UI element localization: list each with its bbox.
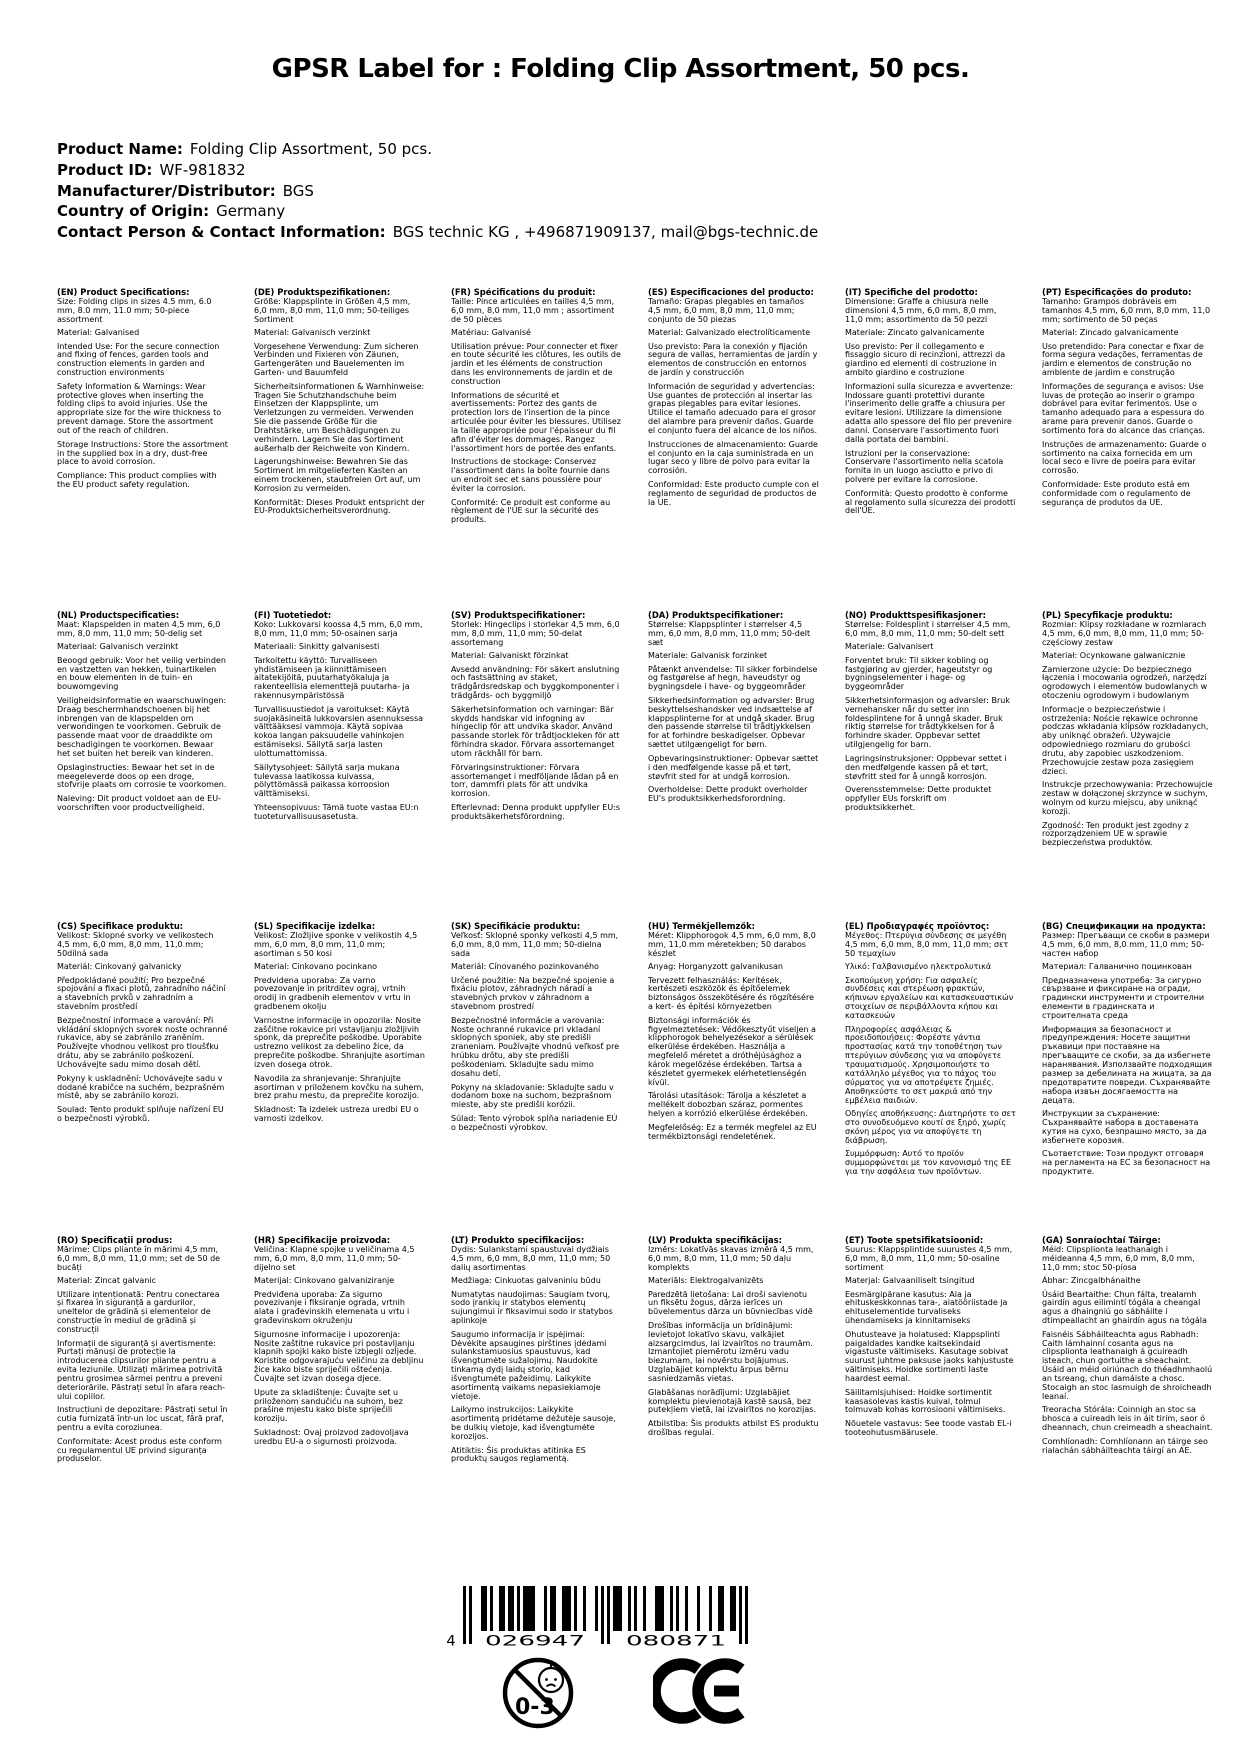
- section-title: (SL) Specifikacije izdelka:: [254, 922, 376, 931]
- section-paragraph: Informacje o bezpieczeństwie i ostrzeżenia: Noście rękawice ochronne podczas wkładania klipsów rozkładanych, aby uniknąć obrażeń. Używajcie odpowiedniego rozmiaru do grubości drutu, aby zapobiec uszkodzeniom. Przechowujcie zestaw poza zasięgiem dzieci.: [1042, 704, 1209, 776]
- section-paragraph: Materiale: Galvanisert: [845, 642, 934, 652]
- section-paragraph: Tervezett felhasználás: Kerítések, kertészeti eszközök és építőelemek biztonságos összekötésére és rögzítésére a kert- és építési környezetben: [648, 975, 814, 1012]
- product-name-label: Product Name:: [57, 140, 183, 158]
- language-section-cs: [57, 922, 254, 1236]
- section-paragraph: Navodila za shranjevanje: Shranjujte asortiman v priloženem kovčku na suhem, brez prahu mestu, da preprečite korozijo.: [254, 1073, 424, 1101]
- section-paragraph: Materiał: Ocynkowane galwanicznie: [1042, 651, 1186, 661]
- section-paragraph: Comhlíonadh: Comhlíonann an táirge seo rialachán sábháilteachta táirgí an AE.: [1042, 1436, 1208, 1455]
- section-paragraph: Upute za skladištenje: Čuvajte set u priloženom sandučiću na suhom, bez prašine mjestu kako biste spriječili koroziju.: [254, 1387, 403, 1424]
- contact-value: BGS technic KG , +496871909137, mail@bgs-technic.de: [392, 223, 819, 242]
- section-title: (SV) Produktspecifikationer:: [451, 611, 586, 620]
- product-name-value: Folding Clip Assortment, 50 pcs.: [189, 140, 432, 158]
- section-paragraph: Předpokládané použití: Pro bezpečné spojování a fixaci plotů, zahradního náčiní a stavebních prvků v zahradním a stavebním prostředí: [57, 975, 226, 1012]
- section-paragraph: Laikymo instrukcijos: Laikykite asortimentą pridėtame dėžutėje sausoje, be dulkių vietoje, kad išvengtumėte korozijos.: [451, 1405, 616, 1442]
- barcode-right-group: 080871: [626, 1633, 726, 1648]
- section-paragraph: Størrelse: Foldesplint i størrelser 4,5 mm, 6,0 mm, 8,0 mm, 11,0 mm; 50-delt sett: [845, 619, 1011, 638]
- section-paragraph: Suurus: Klappsplintide suurustes 4,5 mm, 6,0 mm, 8,0 mm, 11,0 mm; 50-osaline sortiment: [845, 1244, 1013, 1272]
- language-section-sv: [451, 611, 648, 922]
- product-info: [57, 139, 818, 243]
- section-paragraph: Materiál: Cínovaného pozinkovaného: [451, 962, 599, 972]
- section-paragraph: Μέγεθος: Πτερύγια σύνδεσης σε μεγέθη 4,5 mm, 6,0 mm, 8,0 mm, 11,0 mm; σετ 50 τεμαχίων: [845, 930, 1009, 958]
- section-paragraph: Istruzioni per la conservazione: Conservare l'assortimento nella scatola fornita in un luogo asciutto e privo di polvere per evitare la corrosione.: [845, 448, 1004, 485]
- section-paragraph: Materiāls: Elektrogalvanizēts: [648, 1276, 764, 1286]
- section-title: (FR) Spécifications du produit:: [451, 288, 596, 297]
- section-paragraph: Materjal: Galvaaniliselt tsingitud: [845, 1276, 975, 1286]
- age-warning-0-3-icon: [500, 1655, 576, 1731]
- section-paragraph: Opbevaringsinstruktioner: Opbevar sættet i den medfølgende kasse på et tørt, støvfrit sted for at undgå korrosion.: [648, 753, 819, 781]
- section-paragraph: Material: Galvanisch verzinkt: [254, 328, 371, 338]
- section-title: (BG) Спецификации на продукта:: [1042, 922, 1206, 931]
- section-paragraph: Dimensione: Graffe a chiusura nelle dimensioni 4,5 mm, 6,0 mm, 8,0 mm, 11,0 mm; assortimento da 50 pezzi: [845, 296, 997, 324]
- section-paragraph: Tarkoitettu käyttö: Turvalliseen yhdistämiseen ja kiinnittämiseen aitatekijöitä, puutarhatyökaluja ja rakenteellisia elementtejä puutarha- ja rakennusympäristössä: [254, 655, 410, 701]
- baby-face-icon: [539, 1668, 563, 1692]
- section-title: (EL) Προδιαγραφές προϊόντος:: [845, 922, 990, 931]
- section-paragraph: Material: Cinkovano pocinkano: [254, 962, 378, 972]
- sections-grid: [57, 288, 1239, 1469]
- barcode-block: [443, 1586, 749, 1652]
- section-title: (ET) Toote spetsifikatsioonid:: [845, 1236, 984, 1245]
- section-paragraph: Velikost: Sklopné svorky ve velikostech 4,5 mm, 6,0 mm, 8,0 mm, 11,0 mm; 50dílná sada: [57, 930, 214, 958]
- section-paragraph: Sukladnost: Ovaj proizvod zadovoljava uredbu EU-a o sigurnosti proizvoda.: [254, 1427, 409, 1446]
- section-paragraph: Glabāšanas norādījumi: Uzglabājiet komplektu pievienotajā kastē sausā, bez putekļiem vietā, lai izvairītos no korozijas.: [648, 1387, 816, 1415]
- section-title: (RO) Specificații produs:: [57, 1236, 173, 1245]
- product-id-label: Product ID:: [57, 160, 153, 179]
- section-paragraph: Uso previsto: Para la conexión y fijación segura de vallas, herramientas de jardín y elementos de construcción en entornos de jardín y construcción: [648, 341, 818, 378]
- language-section-fr: [451, 288, 648, 611]
- section-paragraph: Bezpečnostné informácie a varovania: Noste ochranné rukavice pri vkladaní sklopných sponiek, aby ste predišli zraneniam. Používajte vhodnú veľkosť pre hrúbku drôtu, aby ste predišli poškodeniam. Skladujte sadu mimo dosahu detí.: [451, 1015, 620, 1079]
- section-paragraph: Tárolási utasítások: Tárolja a készletet a mellékelt dobozban száraz, pormentes helyen a korrózió elkerülése érdekében.: [648, 1091, 808, 1119]
- section-paragraph: Materiaal: Galvanisch verzinkt: [57, 642, 179, 652]
- section-paragraph: Material: Galvaniskt förzinkat: [451, 651, 569, 661]
- contact-label: Contact Person & Contact Information:: [57, 223, 386, 242]
- barcode-leading-digit: 4: [446, 1633, 456, 1648]
- section-paragraph: Medžiaga: Cinkuotas galvaniniu būdu: [451, 1276, 601, 1286]
- section-paragraph: Conformidad: Este producto cumple con el reglamento de seguridad de productos de la UE.: [648, 479, 819, 507]
- section-paragraph: Nõuetele vastavus: See toode vastab EL-i tooteohutusmäärusele.: [845, 1418, 1012, 1437]
- section-paragraph: Turvallisuustiedot ja varoitukset: Käytä suojakäsineitä lukkovarsien asennuksessa välttääksesi vammoja. Käytä sopivaa kokoa langan paksuudelle vahinkojen estämiseksi. Säilytä sarja lasten ulottumattomissa.: [254, 704, 424, 759]
- section-paragraph: Numatytas naudojimas: Saugiam tvorų, sodo įrankių ir statybos elementų sujungimui ir fiksavimui sodo ir statybos aplinkoje: [451, 1289, 613, 1326]
- section-paragraph: Mărime: Clips pliante în mărimi 4,5 mm, 6,0 mm, 8,0 mm, 11,0 mm; set de 50 de bucăți: [57, 1244, 221, 1272]
- country-of-origin-label: Country of Origin:: [57, 202, 210, 221]
- language-section-de: [254, 288, 451, 611]
- section-paragraph: Förvaringsinstruktioner: Förvara assortemanget i medföljande lådan på en torr, dammfri plats för att undvika korrosion.: [451, 762, 619, 799]
- section-paragraph: Material: Zincado galvanicamente: [1042, 328, 1179, 338]
- section-paragraph: Paredzētā lietošana: Lai droši savienotu un fiksētu žogus, dārza ierīces un būvelementus dārza un būvniecības vidē: [648, 1289, 813, 1317]
- section-title: (IT) Specifiche del prodotto:: [845, 288, 978, 297]
- section-paragraph: Storlek: Hingeclips i storlekar 4,5 mm, 6,0 mm, 8,0 mm, 11,0 mm; 50-delat assortemang: [451, 619, 620, 647]
- language-section-da: [648, 611, 845, 922]
- section-paragraph: Conformité: Ce produit est conforme au règlement de l'UE sur la sécurité des produits.: [451, 497, 611, 525]
- section-paragraph: Faisnéis Sábháilteachta agus Rabhadh: Caith lámhainní cosanta agus na clipsplionta leathanaigh á gcuireadh isteach, chun gortuithe a sheachaint. Úsáid an méid oiriúnach do théadhmhaolú an tsreang, chun damáiste a chosc. Stocaigh an stoc lasmuigh de shroicheadh leanaí.: [1042, 1329, 1213, 1401]
- section-paragraph: Varnostne informacije in opozorila: Nosite zaščitne rokavice pri vstavljanju zložljivih sponk, da preprečite poškodbe. Uporabite ustrezno velikost za debelino žice, da preprečite poškodbe. Shranjujte asortiman izven dosega otrok.: [254, 1015, 425, 1070]
- language-section-pl: [1042, 611, 1239, 922]
- section-paragraph: Drošības informācija un brīdinājumi: Ievietojot lokatīvo skavu, valkājiet aizsargcimdus, lai izvairītos no traumām. Izmantojiet piemērotu izmēru vadu biezumam, lai novērstu bojājumus. Uzglabājiet komplektu ārpus bērnu sasniedzamās vietas.: [648, 1320, 813, 1384]
- page-title: GPSR Label for : Folding Clip Assortment, 50 pcs.: [271, 54, 970, 84]
- section-title: (SK) Špecifikácie produktu:: [451, 922, 581, 931]
- section-paragraph: Συμμόρφωση: Αυτό το προϊόν συμμορφώνεται με τον κανονισμό της ΕΕ για την ασφάλεια των προϊόντων.: [845, 1149, 1011, 1177]
- manufacturer-value: BGS: [282, 181, 314, 200]
- section-title: (LT) Produkto specifikacijos:: [451, 1236, 585, 1245]
- section-paragraph: Taille: Pince articulées en tailles 4,5 mm, 6,0 mm, 8,0 mm, 11,0 mm ; assortiment de 50 pièces: [451, 296, 615, 324]
- section-paragraph: Informations de sécurité et avertissements: Portez des gants de protection lors de l'insertion de la pince articulée pour éviter les blessures. Utilisez la taille appropriée pour l'épaisseur du fil afin d'éviter les dommages. Rangez l'assortiment hors de portée des enfants.: [451, 390, 621, 453]
- section-paragraph: Uso pretendido: Para conectar e fixar de forma segura vedações, ferramentas de jardim e elementos de construção no ambiente de jardim e construção: [1042, 341, 1204, 378]
- section-paragraph: Velikost: Zložljive sponke v velikostih 4,5 mm, 6,0 mm, 8,0 mm, 11,0 mm; asortiman s 50 kosi: [254, 930, 418, 958]
- section-paragraph: Opslaginstructies: Bewaar het set in de meegeleverde doos op een droge, stofvrije plaats om corrosie te voorkomen.: [57, 762, 227, 790]
- section-paragraph: Atitiktis: Šis produktas atitinka ES produktų saugos reglamentą.: [451, 1445, 586, 1464]
- section-paragraph: Informații de siguranță și avertismente: Purtați mănuși de protecție la introducerea clipsurilor pliante pentru a evita leziunile. Utilizați mărimea potrivită pentru grosimea sârmei pentru a preveni deteriorările. Păstrați setul în afara reach-ului copiilor.: [57, 1338, 226, 1401]
- section-paragraph: Predvidena uporaba: Za varno povezovanje in pritrditev ograj, vrtnih orodij in gradbenih elementov v vrtu in gradbenem okolju: [254, 975, 411, 1012]
- section-paragraph: Materiaali: Sinkitty galvanisesti: [254, 642, 380, 652]
- language-section-ro: [57, 1236, 254, 1469]
- section-paragraph: Ábhar: Zincgalbhánaithe: [1042, 1276, 1141, 1286]
- section-paragraph: Efterlevnad: Denna produkt uppfyller EU:s produktsäkerhetsförordning.: [451, 802, 621, 821]
- section-paragraph: Sigurnosne informacije i upozorenja: Nosite zaštitne rukavice pri postavljanju klapnih spojki kako biste izbjegli ozljede. Koristite odgovarajuću veličinu za debljinu žice kako biste spriječili oštećenja. Čuvajte set izvan dosega djece.: [254, 1329, 424, 1384]
- section-paragraph: Izmērs: Lokatīvās skavas izmērā 4,5 mm, 6,0 mm, 8,0 mm, 11,0 mm; 50 daļu komplekts: [648, 1244, 814, 1272]
- language-section-hu: [648, 922, 845, 1236]
- section-paragraph: Veľkosť: Sklopné sponky veľkosti 4,5 mm, 6,0 mm, 8,0 mm, 11,0 mm; 50-dielna sada: [451, 930, 619, 958]
- section-paragraph: Overensstemmelse: Dette produktet oppfyller EUs forskrift om produktsikkerhet.: [845, 784, 992, 812]
- manufacturer-row: [57, 181, 818, 202]
- section-paragraph: Utilisation prévue: Pour connecter et fixer en toute sécurité les clôtures, les outils de jardin et les éléments de construction dans les environnements de jardin et de construction: [451, 341, 621, 387]
- section-paragraph: Materiál: Cinkovaný galvanicky: [57, 962, 182, 972]
- language-section-sl: [254, 922, 451, 1236]
- section-title: (LV) Produkta specifikācijas:: [648, 1236, 782, 1245]
- section-paragraph: Sikkerhedsinformation og advarsler: Brug beskyttelseshandsker ved indsættelse af klappsplinterne for at undgå skader. Brug den passende størrelse til trådtjykkelsen for at forhindre beskadigelser. Opbevar sættet utilgængeligt for børn.: [648, 695, 815, 750]
- language-section-fi: [254, 611, 451, 922]
- section-title: (EN) Product Specifications:: [57, 288, 190, 297]
- section-paragraph: Size: Folding clips in sizes 4.5 mm, 6.0 mm, 8.0 mm, 11.0 mm; 50-piece assortment: [57, 296, 212, 324]
- section-title: (HR) Specifikacije proizvoda:: [254, 1236, 391, 1245]
- section-paragraph: Material: Galvanised: [57, 328, 140, 338]
- ean13-barcode: [443, 1586, 749, 1648]
- section-paragraph: Materijal: Cinkovano galvaniziranje: [254, 1276, 395, 1286]
- section-title: (PL) Specyfikacje produktu:: [1042, 611, 1173, 620]
- section-paragraph: Påtænkt anvendelse: Til sikker forbindelse og fastgørelse af hegn, haveudstyr og bygningsdele i have- og byggeområder: [648, 664, 818, 692]
- section-paragraph: Veličina: Klapne spojke u veličinama 4,5 mm, 6,0 mm, 8,0 mm, 11,0 mm; 50-dijelno set: [254, 1244, 415, 1272]
- section-title: (DA) Produktspecifikationer:: [648, 611, 784, 620]
- language-section-ga: [1042, 1236, 1239, 1469]
- language-section-lv: [648, 1236, 845, 1469]
- product-name-row: [57, 139, 818, 160]
- section-paragraph: Storage Instructions: Store the assortment in the supplied box in a dry, dust-free place to avoid corrosion.: [57, 439, 228, 467]
- section-paragraph: Materiale: Zincato galvanicamente: [845, 328, 985, 338]
- section-paragraph: Compliance: This product complies with the EU product safety regulation.: [57, 470, 217, 489]
- section-paragraph: Υλικό: Γαλβανισμένο ηλεκτρολυτικά: [845, 962, 992, 972]
- section-paragraph: Größe: Klappsplinte in Größen 4,5 mm, 6,0 mm, 8,0 mm, 11,0 mm; 50-teiliges Sortiment: [254, 296, 411, 324]
- section-paragraph: Conformitate: Acest produs este conform cu regulamentul UE privind siguranța produselor.: [57, 1436, 222, 1464]
- section-title: (DE) Produktspezifikationen:: [254, 288, 391, 297]
- section-title: (PT) Especificações do produto:: [1042, 288, 1192, 297]
- section-paragraph: Säkerhetsinformation och varningar: Bär skydds handskar vid infogning av hingeclip för att undvika skador. Använd passande storlek för trådtjockleken för att förhindra skador. Förvara assortemanget utom räckhåll för barn.: [451, 704, 620, 759]
- section-paragraph: Atbilstība: Šis produkts atbilst ES produktu drošības regulai.: [648, 1418, 819, 1437]
- section-paragraph: Οδηγίες αποθήκευσης: Διατηρήστε το σετ στο συνοδευόμενο κουτί σε ξηρό, χωρίς σκόνη μέρος για να αποφύγετε τη διάβρωση.: [845, 1109, 1016, 1145]
- section-paragraph: Dydis: Sulankstami spaustuvai dydžiais 4,5 mm, 6,0 mm, 8,0 mm, 11,0 mm; 50 dalių asortimentas: [451, 1244, 611, 1272]
- section-title: (HU) Termékjellemzők:: [648, 922, 756, 931]
- language-section-no: [845, 611, 1042, 922]
- section-paragraph: Информация за безопасност и предупреждения: Носете защитни ръкавици при поставяне на прегъващите се скоби, за да избегнете наранявания. Използвайте подходящия размер за дебелината на жицата, за да предотвратите повреди. Съхранявайте набора извън досягаемостта на децата.: [1042, 1024, 1212, 1105]
- section-paragraph: Σκοπούμενη χρήση: Για ασφαλείς συνδέσεις και στερέωση φρακτών, κήπινων εργαλείων και κατασκευαστικών στοιχείων σε περιβάλλοντα κήπου και κατασκευών: [845, 975, 1014, 1021]
- section-paragraph: Instrucciones de almacenamiento: Guarde el conjunto en la caja suministrada en un lugar seco y libre de polvo para evitar la corrosión.: [648, 439, 818, 476]
- section-paragraph: Intended Use: For the secure connection and fixing of fences, garden tools and construction elements in garden and construction environments: [57, 341, 220, 378]
- product-id-value: WF-981832: [159, 160, 246, 179]
- section-paragraph: Beoogd gebruik: Voor het veilig verbinden en vastzetten van hekken, tuinartikelen en bouw elementen in de tuin- en bouwomgeving: [57, 655, 226, 692]
- section-paragraph: Skladnost: Ta izdelek ustreza uredbi EU o varnosti izdelkov.: [254, 1104, 419, 1123]
- section-paragraph: Naleving: Dit product voldoet aan de EU-voorschriften voor productveiligheid.: [57, 793, 221, 812]
- section-paragraph: Предназначена употреба: За сигурно свързване и фиксиране на огради, градински инструменти и строителни елементи в градинската и строителната среда: [1042, 975, 1205, 1021]
- product-id-row: [57, 160, 818, 181]
- section-paragraph: Материал: Галванично поцинкован: [1042, 962, 1192, 972]
- language-section-pt: [1042, 288, 1239, 611]
- section-paragraph: Utilizare intenționată: Pentru conectarea și fixarea în siguranță a gardurilor, uneltelor de grădină și elementelor de construcție în mediul de grădină și construcții: [57, 1289, 220, 1335]
- section-paragraph: Conformità: Questo prodotto è conforme al regolamento sulla sicurezza dei prodotti dell'UE.: [845, 488, 1016, 516]
- language-section-et: [845, 1236, 1042, 1469]
- section-paragraph: Instrukcje przechowywania: Przechowujcie zestaw w dołączonej skrzynce w suchym, wolnym od kurzu miejscu, aby uniknąć korozji.: [1042, 780, 1213, 817]
- section-paragraph: Eesmärgipärane kasutus: Aia ja ehituskeskkonnas tara-, aiatööriistade ja ehituselementide turvaliseks ühendamiseks ja kinnitamiseks: [845, 1289, 1008, 1326]
- section-paragraph: Megfelelőség: Ez a termék megfelel az EU termékbiztonsági rendeletének.: [648, 1122, 817, 1141]
- ce-mark-icon: [653, 1656, 745, 1726]
- section-paragraph: Yhteensopivuus: Tämä tuote vastaa EU:n tuoteturvallisuusasetusta.: [254, 802, 419, 821]
- section-paragraph: Tamanho: Grampos dobráveis em tamanhos 4,5 mm, 6,0 mm, 8,0 mm, 11,0 mm; sortimento de 50 peças: [1042, 296, 1211, 324]
- section-paragraph: Instruções de armazenamento: Guarde o sortimento na caixa fornecida em um local seco e livre de poeira para evitar corrosão.: [1042, 439, 1207, 476]
- section-paragraph: Určené použitie: Na bezpečné spojenie a fixáciu plotov, záhradných náradí a stavebných prvkov v záhradnom a stavebnom prostredí: [451, 975, 615, 1012]
- language-section-el: [845, 922, 1042, 1236]
- section-title: (NO) Produkttspesifikasjoner:: [845, 611, 986, 620]
- section-paragraph: Maat: Klapspelden in maten 4,5 mm, 6,0 mm, 8,0 mm, 11,0 mm; 50-delig set: [57, 619, 221, 638]
- section-paragraph: Säilytysohjeet: Säilytä sarja mukana tulevassa laatikossa kuivassa, pölyttömässä paikassa korroosion välttämiseksi.: [254, 762, 400, 799]
- section-paragraph: Tamaño: Grapas plegables en tamaños 4,5 mm, 6,0 mm, 8,0 mm, 11,0 mm; conjunto de 50 piezas: [648, 296, 804, 324]
- section-paragraph: Biztonsági információk és figyelmeztetések: Védőkesztyűt viseljen a klipphorogok behelyezésekor a sérülések elkerülése érdekében. Használja a megfelelő méretet a dróthéjúsághoz a károk megelőzése érdekében. Tartsa a készletet gyermekek elérhetetlenségén kívül.: [648, 1015, 816, 1087]
- section-paragraph: Predviđena uporaba: Za sigurno povezivanje i fiksiranje ograda, vrtnih alata i građevinskih elemenata u vrtu i građevinskom okruženju: [254, 1289, 410, 1326]
- section-paragraph: Informações de segurança e avisos: Use luvas de proteção ao inserir o grampo dobrável para evitar ferimentos. Use o tamanho adequado para a espessura do arame para prevenir danos. Guarde o sortimento fora do alcance das crianças.: [1042, 381, 1205, 436]
- section-paragraph: Material: Zincat galvanic: [57, 1276, 157, 1286]
- section-paragraph: Safety Information & Warnings: Wear protective gloves when inserting the folding clips to avoid injuries. Use the appropriate size for the wire thickness to prevent damage. Store the assortment out of the reach of children.: [57, 381, 222, 436]
- section-paragraph: Matériau: Galvanisé: [451, 328, 531, 338]
- section-paragraph: Treoracha Stórála: Coinnigh an stoc sa bhosca a cuireadh leis in áit tirim, saor ó dheannach, chun creimeadh a sheachaint.: [1042, 1405, 1213, 1433]
- section-paragraph: Konformität: Dieses Produkt entspricht der EU-Produktsicherheitsverordnung.: [254, 497, 425, 516]
- section-title: (CS) Specifikace produktu:: [57, 922, 184, 931]
- barcode-left-group: 026947: [485, 1633, 585, 1648]
- section-title: (FI) Tuotetiedot:: [254, 611, 332, 620]
- section-paragraph: Uso previsto: Per il collegamento e fissaggio sicuro di recinzioni, attrezzi da giardino ed elementi di costruzione in ambito giardino e costruzione: [845, 341, 1006, 378]
- language-section-hr: [254, 1236, 451, 1469]
- section-paragraph: Säilitamisjuhised: Hoidke sortimentit kaasasolevas kastis kuival, tolmul tolmuvab kohas korrosiooni vältimiseks.: [845, 1387, 1006, 1415]
- country-of-origin-row: [57, 201, 818, 222]
- section-paragraph: Anyag: Horganyzott galvanikusan: [648, 962, 783, 972]
- section-paragraph: Zamierzone użycie: Do bezpiecznego łączenia i mocowania ogrodzeń, narzędzi ogrodowych i elementów budowlanych w otoczeniu ogrodowym i budowlanym: [1042, 664, 1208, 701]
- age-warning-label: 0-3: [515, 1695, 555, 1720]
- section-paragraph: Lagerungshinweise: Bewahren Sie das Sortiment im mitgelieferten Kasten an einem trockenen, staubfreien Ort auf, um Korrosion zu vermeiden.: [254, 457, 421, 494]
- manufacturer-label: Manufacturer/Distributor:: [57, 181, 276, 200]
- country-of-origin-value: Germany: [216, 202, 286, 221]
- section-paragraph: Conformidade: Este produto está em conformidade com o regulamento de segurança de produtos da UE.: [1042, 479, 1191, 507]
- section-paragraph: Ohutusteave ja hoiatused: Klappsplinti paigaldades kandke kaitsekindaid vigastuste vältimiseks. Kasutage sobivat suurust juhtme paksuse jaoks kahjustuste vältimiseks. Hoidke sortimenti laste haardest eemal.: [845, 1329, 1014, 1384]
- section-paragraph: Vorgesehene Verwendung: Zum sicheren Verbinden und Fixieren von Zäunen, Gartengeräten und Bauelementen im Garten- und Bauumfeld: [254, 341, 419, 378]
- section-title: (NL) Productspecificaties:: [57, 611, 180, 620]
- section-paragraph: Bezpečnostní informace a varování: Při vkládání sklopných svorek noste ochranné rukavice, aby se zabránilo zraněním. Používejte vhodnou velikost pro tloušťku drátu, aby se zabránilo poškození. Uchovávejte sadu mimo dosah dětí.: [57, 1015, 228, 1070]
- section-paragraph: Размер: Прегъващи се скоби в размери 4,5 mm, 6,0 mm, 8,0 mm, 11,0 mm; 50-частен набор: [1042, 930, 1210, 958]
- section-paragraph: Съответствие: Този продукт отговаря на регламента на ЕС за безопасност на продуктите.: [1042, 1149, 1211, 1177]
- section-paragraph: Sicherheitsinformationen & Warnhinweise: Tragen Sie Schutzhandschuhe beim Einsetzen der Klappsplinte, um Verletzungen zu vermeiden. Verwenden Sie die passende Größe für die Drahtstärke, um Beschädigungen zu verhindern. Lagern Sie das Sortiment außerhalb der Reichweite von Kindern.: [254, 381, 425, 453]
- section-paragraph: Pokyny na skladovanie: Skladujte sadu v dodanom boxe na suchom, bezprašnom mieste, aby ste predišli korózii.: [451, 1082, 614, 1110]
- language-section-lt: [451, 1236, 648, 1469]
- language-section-it: [845, 288, 1042, 611]
- section-paragraph: Instrucțiuni de depozitare: Păstrați setul în cutia furnizată într-un loc uscat, fără praf, pentru a evita coroziunea.: [57, 1405, 228, 1433]
- section-paragraph: Méid: Clipsplionta leathanaigh i méideanna 4,5 mm, 6,0 mm, 8,0 mm, 11,0 mm; stoc 50-píosa: [1042, 1244, 1195, 1272]
- section-paragraph: Material: Galvanizado electrolíticamente: [648, 328, 811, 338]
- section-paragraph: Pokyny k uskladnění: Uchovávejte sadu v dodané krabičce na suchém, bezprašném místě, aby se zabránilo korozi.: [57, 1073, 225, 1101]
- section-paragraph: Koko: Lukkovarsi koossa 4,5 mm, 6,0 mm, 8,0 mm, 11,0 mm; 50-osainen sarja: [254, 619, 423, 638]
- language-section-en: [57, 288, 254, 611]
- section-paragraph: Sikkerhetsinformasjon og advarsler: Bruk vernehansker når du setter inn foldesplintene for å unngå skader. Bruk riktig størrelse for trådtykkelsen for å forhindre skader. Oppbevar settet utilgjengelig for barn.: [845, 695, 1010, 750]
- section-paragraph: Instructions de stockage: Conservez l'assortiment dans la boîte fournie dans un endroit sec et sans poussière pour éviter la corrosion.: [451, 457, 610, 494]
- section-paragraph: Veiligheidsinformatie en waarschuwingen: Draag beschermhandschoenen bij het inbrengen van de klapspelden om verwondingen te voorkomen. Gebruik de passende maat voor de draaddikte om beschadigingen te voorkomen. Bewaar het set buiten het bereik van kinderen.: [57, 695, 227, 759]
- language-section-bg: [1042, 922, 1239, 1236]
- section-paragraph: Méret: Klipphorogok 4,5 mm, 6,0 mm, 8,0 mm, 11,0 mm méretekben; 50 darabos készlet: [648, 930, 816, 958]
- section-paragraph: Lagringsinstruksjoner: Oppbevar settet i den medfølgende kassen på et tørt, støvfritt sted for å unngå korrosjon.: [845, 753, 1007, 781]
- section-paragraph: Soulad: Tento produkt splňuje nařízení EU o bezpečnosti výrobků.: [57, 1104, 224, 1123]
- section-paragraph: Información de seguridad y advertencias: Use guantes de protección al insertar las grapas plegables para evitar lesiones. Utilice el tamaño adecuado para el grosor del alambre para prevenir daños. Guarde el conjunto fuera del alcance de los niños.: [648, 381, 817, 436]
- section-paragraph: Πληροφορίες ασφάλειας & προειδοποιήσεις: Φορέστε γάντια προστασίας κατά την τοποθέτηση των πτερύγιων σύνδεσης για να αποφύγετε τραυματισμούς. Χρησιμοποιήστε το κατάλληλο μέγεθος για το πάχος του σύρματος για να αποτρέψετε ζημιές. Αποθηκεύστε το σετ μακριά από την εμβέλεια παιδιών.: [845, 1024, 1002, 1105]
- section-paragraph: Forventet bruk: Til sikker kobling og fastgjøring av gjerder, hageutstyr og bygningselementer i hage- og byggeområder: [845, 655, 993, 692]
- contact-row: [57, 222, 818, 243]
- section-paragraph: Avsedd användning: För säkert anslutning och fastsättning av staket, trädgårdsredskap och byggkomponenter i trädgårds- och byggmiljö: [451, 664, 620, 701]
- section-title: (ES) Especificaciones del producto:: [648, 288, 814, 297]
- section-paragraph: Informazioni sulla sicurezza e avvertenze: Indossare guanti protettivi durante l'inserimento delle graffe a chiusura per evitare lesioni. Utilizzare la dimensione adatta allo spessore del filo per prevenire danni. Conservare l'assortimento fuori dalla portata dei bambini.: [845, 381, 1013, 445]
- section-paragraph: Saugumo informacija ir įspėjimai: Dėvėkite apsaugines pirštines įdėdami sulankstamuosius spaustuvus, kad išvengtumėte sužalojimų. Naudokite tinkamą dydį laidų storio, kad išvengtumėte pažeidimų. Laikykite asortimentą vaikams nepasiekiamoje vietoje.: [451, 1329, 607, 1401]
- language-section-nl: [57, 611, 254, 922]
- section-paragraph: Súlad: Tento výrobok spĺňa nariadenie EÚ o bezpečnosti výrobkov.: [451, 1113, 618, 1132]
- section-paragraph: Инструкции за съхранение: Съхранявайте набора в доставената кутия на сухо, безпрашно място, за да избегнете корозия.: [1042, 1109, 1207, 1145]
- section-paragraph: Úsáid Beartaithe: Chun fálta, trealamh gairdín agus eilimintí tógála a cheangal agus a dhaingniú go sábháilte i dtimpeallacht an ghairdín agus na tógála: [1042, 1289, 1207, 1326]
- language-section-sk: [451, 922, 648, 1236]
- language-section-es: [648, 288, 845, 611]
- section-paragraph: Størrelse: Klappsplinter i størrelser 4,5 mm, 6,0 mm, 8,0 mm, 11,0 mm; 50-delt sæt: [648, 619, 811, 647]
- section-paragraph: Overholdelse: Dette produkt overholder EU's produktsikkerhedsforordning.: [648, 784, 808, 803]
- section-paragraph: Materiale: Galvanisk forzinket: [648, 651, 768, 661]
- section-title: (GA) Sonraíochtaí Táirge:: [1042, 1236, 1161, 1245]
- section-paragraph: Zgodność: Ten produkt jest zgodny z rozporządzeniem UE w sprawie bezpieczeństwa produktów.: [1042, 820, 1189, 848]
- section-paragraph: Rozmiar: Klipsy rozkładane w rozmiarach 4,5 mm, 6,0 mm, 8,0 mm, 11,0 mm; 50-częściowy zestaw: [1042, 619, 1207, 647]
